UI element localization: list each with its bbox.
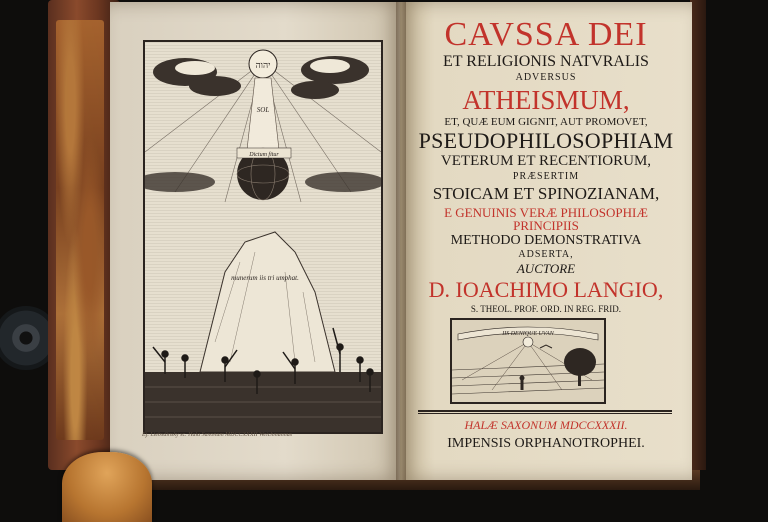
svg-text:munerum iis tri umphat. <box>231 274 299 282</box>
sun-inscription: יהוה <box>255 60 271 70</box>
beam-inscription: SOL <box>256 106 270 114</box>
title-line-11: PRINCIPIIS <box>513 218 579 233</box>
title-line-9: STOICAM ET SPINOZIANAM, <box>432 184 660 203</box>
engraving-caption: Ej. Liebsdinsky sc. Hala Saxonum MDCCXXXII Weichmannus <box>142 432 293 438</box>
title-line-7: VETERUM ET RECENTIORUM, <box>440 153 652 169</box>
title-line-10: E GENUINIS VERÆ PHILOSOPHIÆ <box>444 205 648 220</box>
title-line-14: AUCTORE <box>516 261 576 276</box>
imprint-rule-thin <box>418 413 672 414</box>
author-title: S. THEOL. PROF. ORD. IN REG. FRID. <box>470 304 622 314</box>
title-vignette <box>450 318 606 404</box>
mountain-inscription: munerum iis tri umphat. <box>231 274 299 282</box>
imprint-place: HALÆ SAXONUM MDCCXXXII. <box>464 418 628 432</box>
frontispiece-engraving <box>143 40 383 434</box>
author-name: D. IOACHIMO LANGIO, <box>428 277 664 302</box>
book-gutter <box>396 2 406 480</box>
title-line-8: PRÆSERTIM <box>512 171 580 182</box>
title-line-2: ET RELIGIONIS NATVRALIS <box>443 53 649 70</box>
title-line-13: ADSERTA, <box>518 249 574 260</box>
imprint <box>410 418 682 452</box>
title-line-12: METHODO DEMONSTRATIVA <box>450 233 642 248</box>
main-title: CAVSSA DEI <box>444 16 648 53</box>
globe-banner: Dictum fitur <box>249 152 279 158</box>
title-page-text <box>410 14 682 314</box>
imprint-publisher: IMPENSIS ORPHANOTROPHEI. <box>447 436 645 451</box>
title-line-3: ADVERSUS <box>515 72 577 83</box>
book-cover-right <box>690 0 706 470</box>
vignette-motto: IIS DENIQUE UVAN <box>502 331 554 337</box>
title-line-4: ATHEISMUM, <box>462 85 630 115</box>
imprint-rule-thick <box>418 410 672 412</box>
title-line-6: PSEUDOPHILOSOPHIAM <box>418 128 674 153</box>
marbled-cover <box>56 20 104 440</box>
title-line-5: ET, QUÆ EUM GIGNIT, AUT PROMOVET, <box>444 116 648 128</box>
